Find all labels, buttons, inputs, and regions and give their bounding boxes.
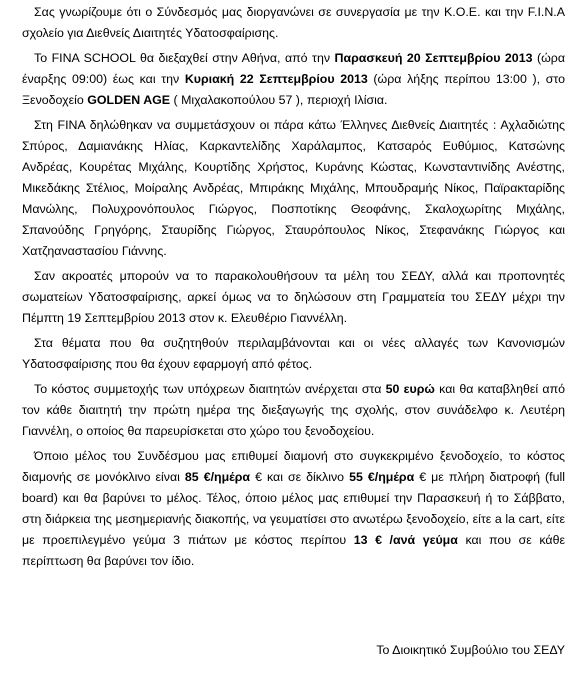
paragraph-4	[22, 266, 565, 329]
text-run: και θα καταβληθεί από τον κάθε διαιτητή την πρώτη ημέρα της διεξαγωγής της σχολής, στον συνάδελφο κ. Λευτέρη Γιαννέλη, ο οποίος θα παρευρίσκεται στο χώρο του ξενοδοχείου.	[22, 382, 566, 438]
text-run: Το FINA SCHOOL θα διεξαχθεί στην Αθήνα, από την	[34, 51, 335, 65]
bold-text: 55 €/ημέρα	[349, 470, 415, 484]
text-run: Σαν ακροατές μπορούν να το παρακολουθήσουν τα μέλη του ΣΕΔΥ, αλλά και προπονητές σωματείων Υδατοσφαίρισης, αρκεί όμως να το δηλώσουν στη Γραμματεία του ΣΕΔΥ μέχρι την Πέμπτη 19 Σεπτεμβρίου 2013 στον κ. Ελευθέριο Γιαννέλλη.	[22, 269, 565, 325]
bold-text: 85 €/ημέρα	[184, 470, 251, 484]
paragraph-3	[22, 115, 565, 262]
text-run: Στα θέματα που θα συζητηθούν περιλαμβάνονται και οι νέες αλλαγές των Κανονισμών Υδατοσφαίρισης που θα έχουν εφαρμογή από φέτος.	[22, 336, 565, 371]
document-body	[22, 2, 565, 572]
bold-text: 13 € /ανά γεύμα	[353, 533, 458, 547]
text-run: € και σε δίκλινο	[250, 470, 350, 484]
text-run: και που σε κάθε περίπτωση θα βαρύνει τον ίδιο.	[22, 533, 565, 568]
paragraph-7	[22, 446, 565, 572]
text-run: Το κόστος συμμετοχής των υπόχρεων διαιτητών ανέρχεται στα	[34, 382, 386, 396]
text-run: (ώρα λήξης περίπου 13:00 ), στο Ξενοδοχείο	[22, 72, 565, 107]
paragraph-6	[22, 379, 565, 442]
paragraph-5	[22, 333, 565, 375]
text-run: Σας γνωρίζουμε ότι ο Σύνδεσμός μας διοργανώνει σε συνεργασία με την Κ.Ο.Ε. και την F.I.N.A σχολείο για Διεθνείς Διαιτητές Υδατοσφαίρισης.	[22, 5, 565, 40]
paragraph-1	[22, 2, 565, 44]
text-run: Στη FINA δηλώθηκαν να συμμετάσχουν οι πάρα κάτω Έλληνες Διεθνείς Διαιτητές : Αχλαδιώτης Σπύρος, Δαμιανάκης Ηλίας, Καρκαντελίδης Χαράλαμπος, Κατσαρός Ευθύμιος, Κατσώνης Ανδρέας, Κουρέτας Μιχάλης, Κουρτίδης Χρήστος, Κυράνης Κώστας, Κωνσταντινίδης Ανέστης, Μικεδάκης Στέλιος, Μοίραλης Ανδρέας, Μπιράκης Μιχάλης, Μπουδραμής Νίκος, Παϊρακταρίδης Μανώλης, Πολυχρονόπουλος Γιώργος, Ποσποτίκης Θεοφάνης, Σκαλοχωρίτης Μιχάλης, Σπανούδης Γρηγόρης, Σταυρίδης Γιώργος, Σταυρόπουλος Νίκος, Στεφανάκης Γιώργος και Χατζηαναστασίου Γιάννης.	[22, 118, 565, 258]
bold-text: GOLDEN AGE	[87, 93, 171, 107]
bold-text: 50 ευρώ	[385, 382, 435, 396]
signature: Το Διοικητικό Συμβούλιο του ΣΕΔΥ	[376, 643, 565, 657]
bold-text: Παρασκευή 20 Σεπτεμβρίου 2013	[334, 51, 533, 65]
text-run: ( Μιχαλακοπούλου 57 ), περιοχή Ιλίσια.	[170, 93, 388, 107]
text-run: Όποιο μέλος του Συνδέσμου μας επιθυμεί διαμονή στο συγκεκριμένο ξενοδοχείο, το κόστος διαμονής σε μονόκλινο είναι	[22, 449, 565, 484]
paragraph-2	[22, 48, 565, 111]
text-run: € με πλήρη διατροφή (full board) και θα βαρύνει το μέλος. Τέλος, όποιο μέλος μας επιθυμεί την Παρασκευή ή το Σάββατο, στη διάρκεια της μεσημεριανής διακοπής, να γευματίσει στο ανωτέρω ξενοδοχείο, είτε a la cart, είτε με προεπιλεγμένο γεύμα 3 πιάτων με κόστος περίπου	[22, 470, 565, 547]
bold-text: Κυριακή 22 Σεπτεμβρίου 2013	[184, 72, 368, 86]
text-run: (ώρα έναρξης 09:00) έως και την	[22, 51, 565, 86]
